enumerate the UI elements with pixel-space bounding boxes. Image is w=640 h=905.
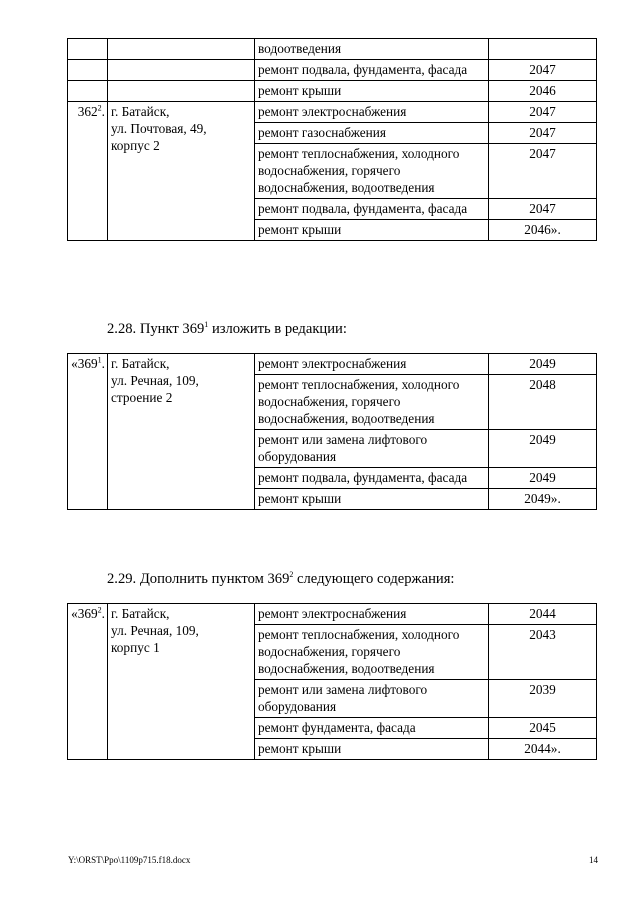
cell-work: ремонт или замена лифтового оборудования <box>255 680 489 718</box>
cell-address: г. Батайск, ул. Речная, 109, корпус 1 <box>108 604 255 760</box>
item-number-suffix: . <box>101 606 105 621</box>
footer-page-number: 14 <box>589 855 598 865</box>
cell-work: ремонт газоснабжения <box>255 123 489 144</box>
cell-year: 2047 <box>489 199 597 220</box>
paragraph-text-tail: изложить в редакции: <box>208 321 347 337</box>
cell-year: 2049 <box>489 430 597 468</box>
table-item-369-2 <box>67 603 597 760</box>
item-number-suffix: . <box>101 356 105 371</box>
table-item-362-2 <box>67 38 597 241</box>
cell-address: г. Батайск, ул. Почтовая, 49, корпус 2 <box>108 102 255 241</box>
cell-year: 2047 <box>489 123 597 144</box>
table-row <box>68 81 597 102</box>
cell-work: ремонт или замена лифтового оборудования <box>255 430 489 468</box>
cell-work: ремонт подвала, фундамента, фасада <box>255 468 489 489</box>
cell-num <box>68 81 108 102</box>
cell-num <box>68 60 108 81</box>
cell-year: 2039 <box>489 680 597 718</box>
cell-year: 2045 <box>489 718 597 739</box>
table-item-369-1 <box>67 353 597 510</box>
cell-year: 2047 <box>489 102 597 123</box>
cell-year <box>489 39 597 60</box>
cell-work: ремонт крыши <box>255 739 489 760</box>
cell-work: ремонт фундамента, фасада <box>255 718 489 739</box>
cell-year: 2043 <box>489 625 597 680</box>
cell-work: ремонт теплоснабжения, холодного водоснабжения, горячего водоснабжения, водоотведения <box>255 144 489 199</box>
cell-year: 2044». <box>489 739 597 760</box>
cell-work: ремонт крыши <box>255 220 489 241</box>
paragraph-text: 2.28. Пункт 369 <box>107 321 205 337</box>
cell-year: 2047 <box>489 60 597 81</box>
cell-work: ремонт подвала, фундамента, фасада <box>255 199 489 220</box>
paragraph-2-29 <box>107 570 455 588</box>
table-row <box>68 354 597 375</box>
cell-work: водоотведения <box>255 39 489 60</box>
cell-year: 2046 <box>489 81 597 102</box>
item-number-sup: 2 <box>97 605 102 615</box>
item-number: 362 <box>77 104 98 119</box>
item-number: «369 <box>71 356 98 371</box>
cell-num <box>68 604 108 760</box>
cell-year: 2046». <box>489 220 597 241</box>
cell-year: 2049». <box>489 489 597 510</box>
item-number-sup: 1 <box>97 355 102 365</box>
table-row <box>68 39 597 60</box>
cell-year: 2049 <box>489 468 597 489</box>
cell-num <box>68 354 108 510</box>
cell-year: 2047 <box>489 144 597 199</box>
cell-work: ремонт электроснабжения <box>255 604 489 625</box>
cell-work: ремонт подвала, фундамента, фасада <box>255 60 489 81</box>
table-row <box>68 60 597 81</box>
cell-work: ремонт электроснабжения <box>255 102 489 123</box>
cell-work: ремонт крыши <box>255 81 489 102</box>
cell-num <box>68 39 108 60</box>
cell-year: 2048 <box>489 375 597 430</box>
paragraph-text: 2.29. Дополнить пунктом 369 <box>107 571 290 587</box>
cell-work: ремонт теплоснабжения, холодного водоснабжения, горячего водоснабжения, водоотведения <box>255 375 489 430</box>
cell-year: 2044 <box>489 604 597 625</box>
cell-address <box>108 39 255 60</box>
cell-year: 2049 <box>489 354 597 375</box>
cell-num <box>68 102 108 241</box>
paragraph-text-tail: следующего содержания: <box>293 571 455 587</box>
cell-work: ремонт электроснабжения <box>255 354 489 375</box>
cell-address <box>108 60 255 81</box>
paragraph-sup: 1 <box>204 320 209 330</box>
cell-address <box>108 81 255 102</box>
paragraph-sup: 2 <box>289 570 294 580</box>
table-row <box>68 102 597 123</box>
cell-work: ремонт крыши <box>255 489 489 510</box>
item-number-sup: 2 <box>97 103 102 113</box>
cell-address: г. Батайск, ул. Речная, 109, строение 2 <box>108 354 255 510</box>
item-number-suffix: . <box>101 104 105 119</box>
footer-file-path: Y:\ORST\Ppo\1109p715.f18.docx <box>68 855 191 865</box>
cell-work: ремонт теплоснабжения, холодного водоснабжения, горячего водоснабжения, водоотведения <box>255 625 489 680</box>
item-number: «369 <box>71 606 98 621</box>
paragraph-2-28 <box>107 320 347 338</box>
table-row <box>68 604 597 625</box>
